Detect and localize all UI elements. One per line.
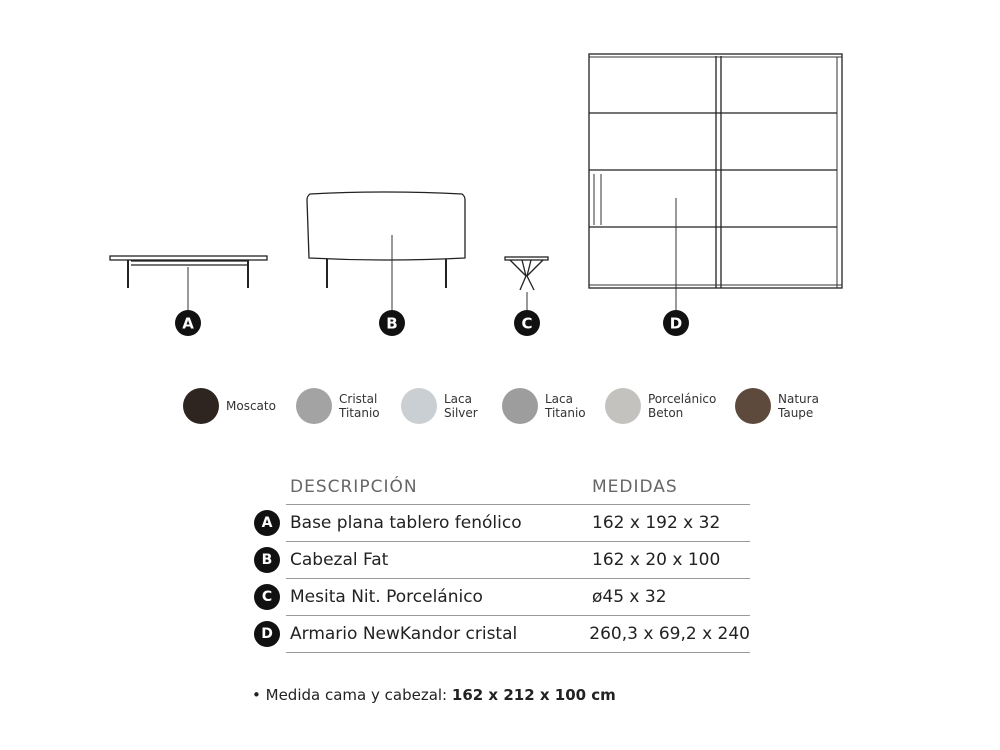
row-measures: 162 x 192 x 32 (592, 513, 721, 533)
footnote (252, 686, 616, 704)
row-badge: C (254, 584, 280, 610)
swatch-label: Laca Titanio (545, 392, 586, 420)
footnote-value: 162 x 212 x 100 cm (451, 686, 616, 704)
swatch-label: Natura Taupe (778, 392, 819, 420)
row-description: Cabezal Fat (290, 550, 389, 570)
marker-c-label: C (521, 314, 533, 333)
furniture-drawings (0, 0, 1000, 345)
table-row (261, 579, 750, 616)
row-badge: B (254, 547, 280, 573)
swatch-label: Laca Silver (444, 392, 478, 420)
row-description: Mesita Nit. Porcelánico (290, 587, 483, 607)
footnote-bullet: • (252, 686, 261, 704)
row-badge: D (254, 621, 280, 647)
finish-porcelanico-beton (605, 388, 716, 424)
swatch-label: Cristal Titanio (339, 392, 380, 420)
table-row (261, 542, 750, 579)
header-description: DESCRIPCIÓN (290, 477, 418, 497)
row-badge: A (254, 510, 280, 536)
finish-cristal-titanio (296, 388, 380, 424)
spec-table-header (286, 470, 750, 505)
row-measures: 260,3 x 69,2 x 240 (589, 624, 750, 644)
spec-table (254, 470, 750, 653)
bed-base-drawing (110, 256, 267, 311)
row-measures: 162 x 20 x 100 (592, 550, 721, 570)
finish-laca-titanio (502, 388, 586, 424)
footnote-label: Medida cama y cabezal: (265, 686, 452, 704)
headboard-drawing (307, 192, 465, 311)
swatch-color (605, 388, 641, 424)
row-measures: ø45 x 32 (592, 587, 667, 607)
marker-b (379, 310, 405, 336)
swatch-label: Porcelánico Beton (648, 392, 717, 420)
row-description: Armario NewKandor cristal (290, 624, 518, 644)
swatch-color (735, 388, 771, 424)
marker-d-label: D (669, 314, 683, 333)
table-row (261, 505, 750, 542)
finish-natura-taupe (735, 388, 819, 424)
marker-b-label: B (386, 314, 398, 333)
row-description: Base plana tablero fenólico (290, 513, 522, 533)
marker-a-label: A (182, 314, 194, 333)
swatch-color (296, 388, 332, 424)
header-measures: MEDIDAS (592, 477, 678, 497)
finish-swatches (0, 388, 1000, 432)
marker-d (663, 310, 689, 336)
swatch-color (502, 388, 538, 424)
swatch-color (401, 388, 437, 424)
finish-laca-silver (401, 388, 478, 424)
swatch-label: Moscato (226, 399, 276, 413)
marker-a (175, 310, 201, 336)
table-row (261, 616, 750, 653)
nightstand-drawing (505, 257, 548, 311)
finish-moscato (183, 388, 276, 424)
swatch-color (183, 388, 219, 424)
marker-c (514, 310, 540, 336)
wardrobe-drawing (589, 54, 842, 311)
